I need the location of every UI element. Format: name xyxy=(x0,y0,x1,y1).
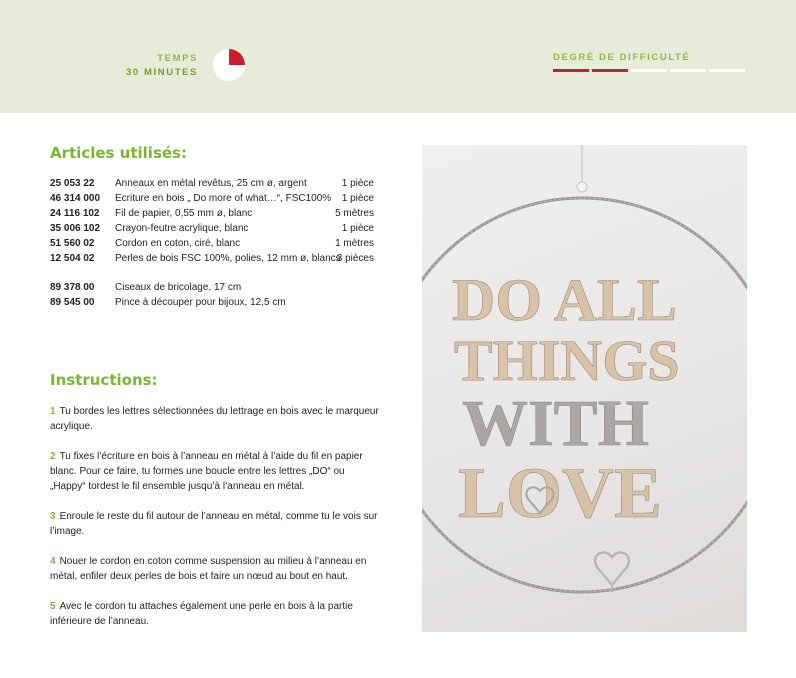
article-code: 24 116 102 xyxy=(50,208,100,219)
sign-line-4: LOVE xyxy=(458,453,663,533)
sign-line-1: DO ALL xyxy=(452,267,678,333)
article-quantity: 5 mètres xyxy=(335,208,374,219)
materials-title: Articles utilisés: xyxy=(50,144,187,162)
sign-line-2: THINGS xyxy=(454,328,680,393)
step-text: Avec le cordon tu attaches également une perle en bois à la partie inférieure de l’anneau. xyxy=(50,601,353,627)
instruction-step xyxy=(50,599,380,629)
clock-icon xyxy=(212,48,246,82)
step-number: 4 xyxy=(50,556,56,567)
article-description: Ciseaux de bricolage, 17 cm xyxy=(115,282,242,293)
article-code: 46 314 000 xyxy=(50,193,101,204)
difficulty-segment xyxy=(709,69,745,72)
difficulty-segment xyxy=(592,69,628,72)
sign-line-3: WITH xyxy=(462,387,650,460)
article-description: Pince à découper pour bijoux, 12,5 cm xyxy=(115,297,286,308)
heart-icon xyxy=(595,552,629,585)
article-quantity: 3 pièces xyxy=(336,253,374,264)
article-description: Crayon-feutre acrylique, blanc xyxy=(115,223,249,234)
article-quantity: 1 pièce xyxy=(341,223,374,234)
article-quantity: 1 mètres xyxy=(335,238,374,249)
step-number: 5 xyxy=(50,601,56,612)
header-band xyxy=(0,0,796,113)
step-number: 1 xyxy=(50,406,56,417)
instructions-title: Instructions: xyxy=(50,371,158,389)
difficulty-label: DEGRÉ DE DIFFICULTÉ xyxy=(553,52,691,63)
step-text: Tu bordes les lettres sélectionnées du lettrage en bois avec le marqueur acrylique. xyxy=(50,406,379,432)
time-fraction-wedge xyxy=(229,49,245,65)
article-code: 25 053 22 xyxy=(50,178,95,189)
article-description: Anneaux en métal revêtus, 25 cm ø, argent xyxy=(115,178,307,189)
article-code: 12 504 02 xyxy=(50,253,95,264)
instruction-step xyxy=(50,449,380,494)
difficulty-segment xyxy=(553,69,589,72)
article-description: Fil de papier, 0,55 mm ø, blanc xyxy=(115,208,253,219)
instructions-list xyxy=(50,404,380,644)
article-code: 35 006 102 xyxy=(50,223,101,234)
time-value: 30 MINUTES xyxy=(126,67,198,78)
difficulty-segment xyxy=(631,69,667,72)
article-description: Ecriture en bois „ Do more of what…“, FSC100% xyxy=(115,193,332,204)
article-description: Cordon en coton, ciré, blanc xyxy=(115,238,241,249)
article-code: 51 560 02 xyxy=(50,238,95,249)
time-label: TEMPS xyxy=(157,53,198,64)
step-text: Nouer le cordon en coton comme suspension au milieu à l’anneau en métal, enfiler deux perles de bois et faire un nœud au bout en haut. xyxy=(50,556,367,582)
article-description: Perles de bois FSC 100%, polies, 12 mm ø, blancs xyxy=(115,253,341,264)
article-quantity: 1 pièce xyxy=(341,193,374,204)
step-number: 2 xyxy=(50,451,56,462)
article-code: 89 545 00 xyxy=(50,297,95,308)
difficulty-segment xyxy=(670,69,706,72)
article-quantity: 1 pièce xyxy=(341,178,374,189)
step-text: Tu fixes l’écriture en bois à l’anneau en métal à l’aide du fil en papier blanc. Pour ce faire, tu formes une boucle entre les lettres „DO“ ou „Happy“ tordest le fil ensemble jusqu’à l’anneau en métal. xyxy=(50,451,363,492)
instruction-step xyxy=(50,404,380,434)
step-number: 3 xyxy=(50,511,56,522)
step-text: Enroule le reste du fil autour de l’anneau en métal, comme tu le vois sur l’image. xyxy=(50,511,378,537)
time-info xyxy=(126,52,198,80)
article-code: 89 378 00 xyxy=(50,282,95,293)
product-photo xyxy=(422,145,747,632)
instruction-step xyxy=(50,554,380,584)
instruction-step xyxy=(50,509,380,539)
